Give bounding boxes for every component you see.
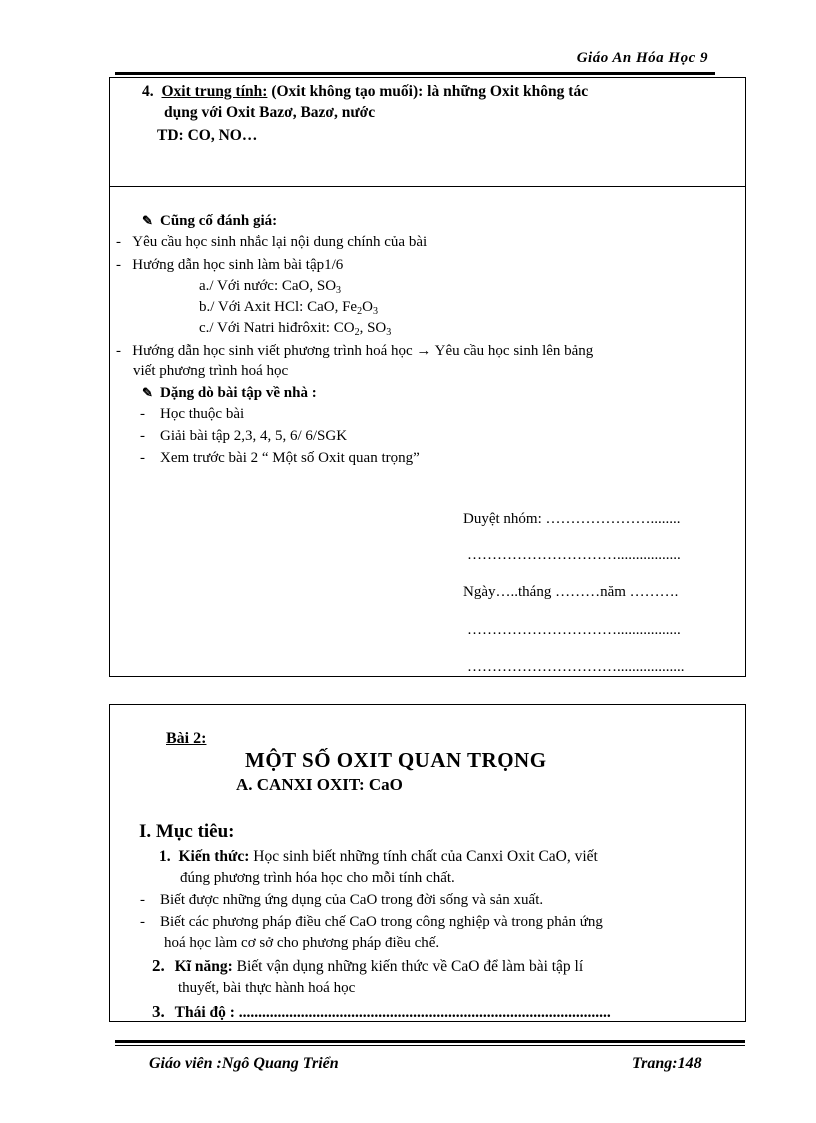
box-divider	[110, 186, 745, 187]
lesson-label: Bài 2:	[166, 730, 207, 747]
exercise-b: b./ Với Axit HCl: CaO, $Fe_2O_3$	[199, 299, 378, 317]
pencil-icon: ✎	[142, 213, 153, 228]
knowledge-line-2: đúng phương trình hóa học cho mỗi tính chất.	[180, 870, 455, 886]
approval-dots-1: ………………………….................	[467, 547, 681, 563]
skills-line-2: thuyết, bài thực hành hoá học	[178, 980, 356, 996]
homework-item-3: - Xem trước bài 2 “ Một số Oxit quan trọng”	[140, 450, 420, 466]
objective-bullet-2: - Biết các phương pháp điều chế CaO trong công nghiệp và trong phản ứng	[140, 914, 603, 930]
footer-rule-thick	[115, 1040, 745, 1043]
approval-line: Duyệt nhóm: …………………........	[463, 511, 681, 527]
review-heading: ✎ Cũng cố đánh giá:	[142, 213, 278, 229]
pencil-icon: ✎	[142, 385, 153, 400]
review-item-1: - Yêu cầu học sinh nhắc lại nội dung chính của bài	[116, 234, 428, 250]
attitude-line: 3. Thái độ : ................................................................................................	[152, 1002, 611, 1021]
objective-bullet-1: - Biết được những ứng dụng của CaO trong đời sống và sản xuất.	[140, 892, 544, 908]
skills-line-1: 2. Kĩ năng: Biết vận dụng những kiến thức về CaO để làm bài tập lí	[152, 956, 584, 975]
lesson-title: MỘT SỐ OXIT QUAN TRỌNG	[245, 748, 547, 772]
neutral-oxide-text: dụng với Oxit Bazơ, Bazơ, nước	[164, 104, 376, 121]
guide-line-1: - Hướng dẫn học sinh viết phương trình hoá học → Yêu cầu học sinh lên bảng	[116, 343, 594, 359]
footer-teacher: Giáo viên :Ngô Quang Triển	[149, 1055, 339, 1072]
objectives-label: I. Mục tiêu:	[139, 821, 235, 842]
homework-item-2: - Giải bài tập 2,3, 4, 5, 6/ 6/SGK	[140, 428, 348, 444]
knowledge-line-1: 1. Kiến thức: Học sinh biết những tính chất của Canxi Oxit CaO, viết	[159, 848, 598, 865]
objective-bullet-2-cont: hoá học làm cơ sở cho phương pháp điều chế.	[164, 935, 440, 951]
section-title: A. CANXI OXIT: CaO	[236, 775, 403, 794]
homework-heading: ✎ Dặng dò bài tập về nhà :	[142, 385, 317, 401]
footer-rule-thin	[115, 1045, 745, 1046]
header-title: Giáo An Hóa Học 9	[576, 50, 708, 66]
neutral-oxide-heading: 4. Oxit trung tính: (Oxit không tạo muối): là những Oxit không tác	[142, 83, 589, 100]
neutral-oxide-example: TD: CO, NO…	[157, 127, 258, 144]
header-rule	[115, 72, 715, 75]
review-item-2: - Hướng dẫn học sinh làm bài tập1/6	[116, 257, 344, 273]
guide-line-2: viết phương trình hoá học	[133, 363, 289, 379]
date-line: Ngày…..tháng ………năm ……….	[463, 584, 679, 600]
homework-item-1: - Học thuộc bài	[140, 406, 245, 422]
exercise-c: c./ Với Natri hiđrôxit: $CO_2$, $SO_3$	[199, 320, 392, 338]
approval-dots-2: ………………………….................	[467, 622, 681, 638]
approval-dots-3: …………………………..................	[467, 659, 685, 675]
footer-page: Trang:148	[632, 1055, 702, 1072]
exercise-a: a./ Với nước: CaO, $SO_3$	[199, 278, 342, 296]
